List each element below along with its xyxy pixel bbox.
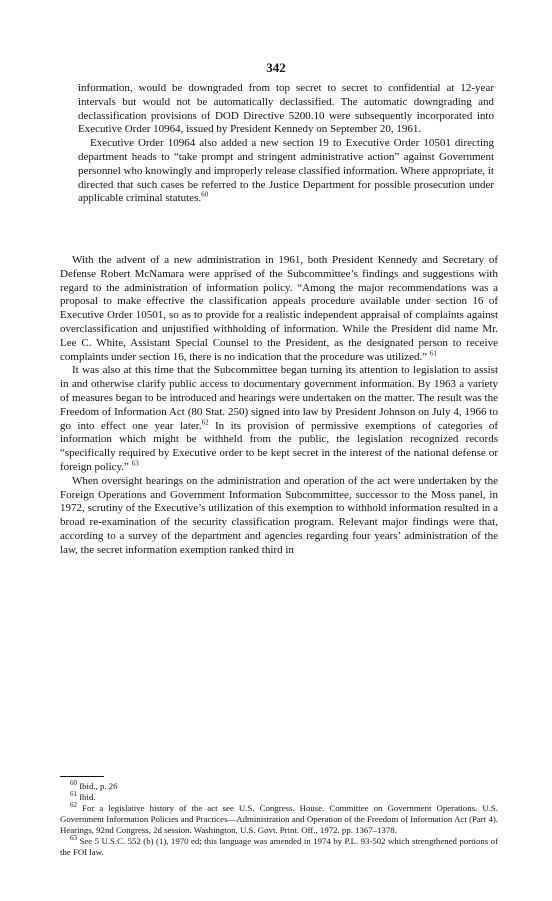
footnote-61 (60, 792, 498, 803)
footnote-text: Ibid. (79, 792, 96, 802)
footnote-number: 61 (70, 790, 77, 799)
footnote-ref-62: 62 (201, 417, 209, 426)
footnote-62 (60, 803, 498, 836)
body-text (60, 254, 498, 558)
quote-paragraph-1 (78, 82, 494, 137)
footnotes (60, 776, 498, 858)
footnote-divider (60, 776, 104, 777)
body-paragraph-3-text: When oversight hearings on the administration and operation of the act were undertaken by the Foreign Operations and Government Information Subcommittee, successor to the Moss panel, in 1972, scrutiny of the Executive’s utilization of this exemption to withhold information resulted in a broad re-examination of the security classification program. Relevant major findings were that, according to a survey of the department and agencies regarding four years’ administration of the law, the secret information exemption ranked third in (60, 474, 498, 556)
footnote-text: Ibid., p. 26 (79, 781, 118, 791)
footnote-number: 60 (70, 779, 77, 788)
quote-paragraph-2-text: Executive Order 10964 also added a new section 19 to Executive Order 10501 directing department heads to “take prompt and stringent administrative action” against Government personnel who knowingly and improperly release classified information. Where appropriate, it directed that such cases be referred to the Justice Department for possible prosecution under applicable criminal statutes. (78, 137, 494, 205)
body-paragraph-2 (60, 364, 498, 474)
footnote-ref-63: 63 (131, 459, 139, 468)
body-paragraph-2-text-cont: In its provision of permissive exemptions of categories of information which might be withheld from the public, the legislation recognized records “specifically required by Executive order to be kept secret in the interest of the national defense or foreign policy.” (60, 419, 499, 473)
quote-paragraph-2 (78, 137, 494, 206)
page-number: 342 (266, 60, 286, 75)
footnote-text: For a legislative history of the act see U.S. Congress. House. Committee on Government Operations. U.S. Government Information Policies and Practices—Administration and Operation of the Freedom of Information Act (Part 4). Hearings, 92nd Congress, 2d session. Washington, U.S. Govt. Print. Off., 1972. pp. 1367–1378. (60, 803, 499, 835)
quote-paragraph-1-text: information, would be downgraded from top secret to secret to confidential at 12-year intervals but would not be automatically declassified. The automatic downgrading and declassification provisions of DOD Directive 5200.10 were subsequently incorporated into Executive Order 10964, issued by President Kennedy on September 20, 1961. (78, 82, 494, 136)
indented-quote (78, 82, 494, 206)
footnote-number: 62 (70, 801, 77, 810)
body-paragraph-3 (60, 475, 498, 558)
footnote-63 (60, 836, 498, 858)
body-paragraph-1-text: With the advent of a new administration in 1961, both President Kennedy and Secretary of Defense Robert McNamara were apprised of the Subcommittee’s findings and suggestions with regard to the administration of information policy. “Among the major recommendations was a proposal to make effective the classification appeals procedure available under section 16 of Executive Order 10501, so as to provide for a realistic independent appraisal of complaints against overclassification and unjustified withholding of information. While the President did name Mr. Lee C. White, Assistant Special Counsel to the President, as the designated person to receive complaints under section 16, there is no indication that the procedure was utilized.” (60, 254, 498, 363)
footnote-number: 63 (70, 834, 77, 843)
body-paragraph-1 (60, 254, 498, 364)
footnote-ref-60: 60 (201, 190, 209, 199)
body-paragraph-2-text: It was also at this time that the Subcommittee began turning its attention to legislation to assist in and otherwise clarify public access to documentary government information. By 1963 a variety of measures began to be introduced and hearings were undertaken on the matter. The result was the Freedom of Information Act (80 Stat. 250) signed into law by President Johnson on July 4, 1966 to go into effect one year later. (60, 364, 498, 432)
footnote-60 (60, 781, 498, 792)
footnote-ref-61: 61 (429, 348, 437, 357)
footnote-text: See 5 U.S.C. 552 (b) (1), 1970 ed; this language was amended in 1974 by P.L. 93-502 which strengthened portions of the FOI law. (60, 836, 499, 857)
